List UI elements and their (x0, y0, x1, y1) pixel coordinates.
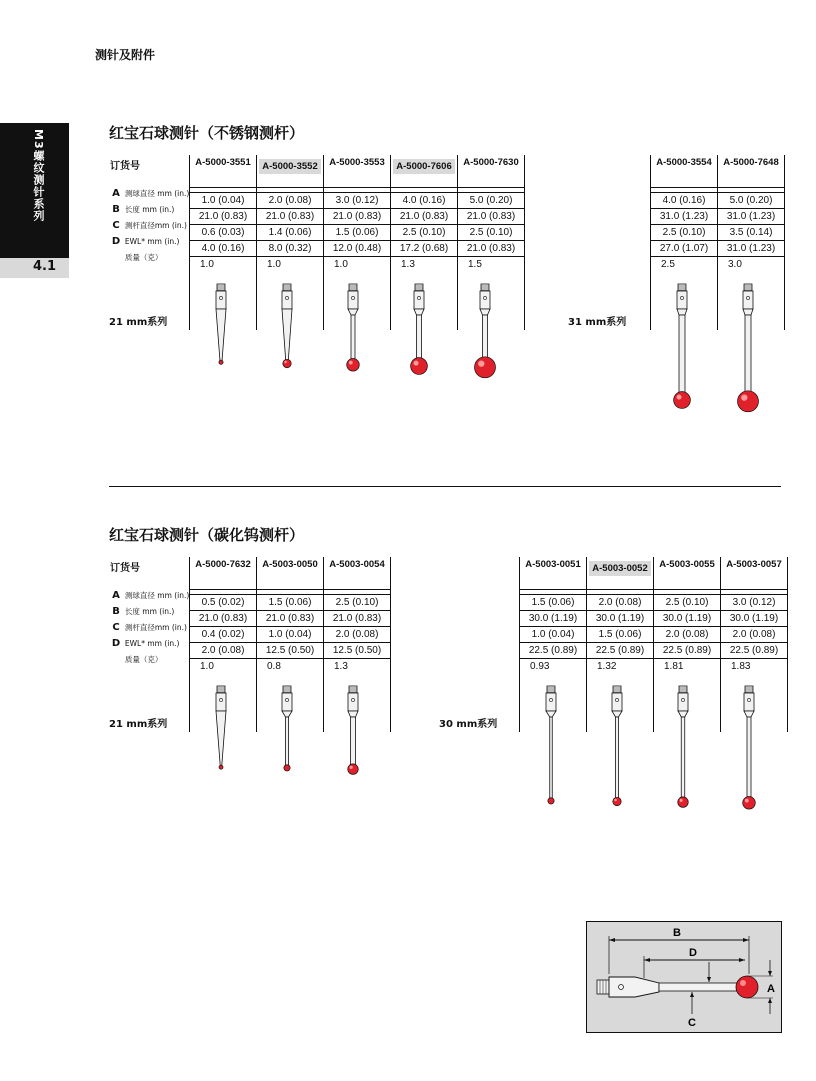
spec-d-value: 8.0 (0.32) (257, 241, 324, 257)
spec-c-value: 1.5 (0.06) (324, 225, 391, 241)
order-code: A-5003-0052 (587, 557, 654, 590)
spec-a-value: 2.0 (0.08) (587, 595, 654, 611)
mass-value: 3.0 (718, 257, 785, 273)
row-label: A 测球直径 mm (in.) (112, 590, 190, 601)
dimension-diagram (586, 921, 782, 1033)
order-code: A-5003-0057 (721, 557, 788, 590)
order-code: A-5003-0054 (324, 557, 391, 590)
page-header: 测针及附件 (95, 48, 156, 62)
spec-c-value: 3.5 (0.14) (718, 225, 785, 241)
section2-order-label: 订货号 (110, 563, 140, 574)
ruby-ball (411, 358, 428, 375)
spec-a-value: 3.0 (0.12) (324, 193, 391, 209)
section2-left-series: 21 mm系列 (109, 719, 168, 730)
ruby-ball (219, 360, 223, 364)
spec-a-value: 3.0 (0.12) (721, 595, 788, 611)
row-label: 质量（克） (124, 253, 163, 262)
spec-a-value: 2.5 (0.10) (654, 595, 721, 611)
dimension-diagram-drawing (587, 922, 781, 1032)
spec-a-value: 4.0 (0.16) (391, 193, 458, 209)
diagram-label-d: D (689, 947, 697, 959)
spec-a-value: 2.0 (0.08) (257, 193, 324, 209)
diagram-label-b: B (673, 927, 681, 939)
mass-value: 0.93 (520, 659, 587, 675)
ruby-ball (219, 765, 223, 769)
diagram-label-c: C (688, 1017, 696, 1029)
mass-value: 1.83 (721, 659, 788, 675)
spec-a-value: 1.5 (0.06) (520, 595, 587, 611)
spec-c-value: 2.0 (0.08) (324, 627, 391, 643)
stylus-drawing (282, 284, 292, 368)
row-label: C 测杆直径mm (in.) (112, 622, 187, 633)
row-label: D EWL* mm (in.) (111, 638, 180, 649)
order-code: A-5000-7630 (458, 155, 525, 188)
spec-b-value: 31.0 (1.23) (718, 209, 785, 225)
section1-left-probes (189, 270, 524, 385)
mass-value: 1.81 (654, 659, 721, 675)
mass-value: 1.0 (257, 257, 324, 273)
order-code: A-5000-7606 (391, 155, 458, 188)
spec-c-value: 1.0 (0.04) (520, 627, 587, 643)
mass-value: 2.5 (651, 257, 718, 273)
section2-title: 红宝石球测针（碳化钨测杆） (109, 526, 305, 544)
order-code: A-5003-0055 (654, 557, 721, 590)
ruby-ball (678, 797, 689, 808)
section1-order-label: 订货号 (110, 161, 140, 172)
spec-c-value: 2.5 (0.10) (651, 225, 718, 241)
spec-c-value: 2.0 (0.08) (654, 627, 721, 643)
order-code: A-5000-7648 (718, 155, 785, 188)
spec-a-value: 5.0 (0.20) (458, 193, 525, 209)
side-tab (0, 123, 69, 258)
mass-value: 1.0 (324, 257, 391, 273)
spec-c-value: 1.5 (0.06) (587, 627, 654, 643)
stylus-drawing (612, 686, 622, 806)
spec-b-value: 31.0 (1.23) (651, 209, 718, 225)
spec-b-value: 30.0 (1.19) (654, 611, 721, 627)
spec-d-value: 12.5 (0.50) (257, 643, 324, 659)
row-label: D EWL* mm (in.) (111, 236, 180, 247)
section2-right-series: 30 mm系列 (439, 719, 498, 730)
order-code: A-5000-3553 (324, 155, 391, 188)
spec-c-value: 0.4 (0.02) (190, 627, 257, 643)
ruby-ball (348, 764, 359, 775)
mass-value: 1.0 (190, 659, 257, 675)
spec-b-value: 21.0 (0.83) (190, 209, 257, 225)
spec-b-value: 30.0 (1.19) (721, 611, 788, 627)
ruby-ball (674, 392, 691, 409)
row-label: B 长度 mm (in.) (112, 204, 175, 215)
spec-b-value: 21.0 (0.83) (391, 209, 458, 225)
spec-b-value: 21.0 (0.83) (458, 209, 525, 225)
spec-a-value: 5.0 (0.20) (718, 193, 785, 209)
spec-b-value: 21.0 (0.83) (324, 209, 391, 225)
spec-d-value: 31.0 (1.23) (718, 241, 785, 257)
spec-b-value: 21.0 (0.83) (257, 611, 324, 627)
section1-title: 红宝石球测针（不锈钢测杆） (109, 124, 305, 142)
spec-b-value: 30.0 (1.19) (587, 611, 654, 627)
stylus-drawing (475, 284, 496, 378)
row-label: A 测球直径 mm (in.) (112, 188, 190, 199)
row-label: C 测杆直径mm (in.) (112, 220, 187, 231)
side-tab-number: 4.1 (33, 259, 57, 274)
section-divider (109, 486, 781, 487)
ruby-ball (738, 391, 759, 412)
section2-left-probes (189, 672, 389, 782)
spec-c-value: 2.5 (0.10) (391, 225, 458, 241)
section2-right-probes (519, 672, 784, 812)
spec-c-value: 2.0 (0.08) (721, 627, 788, 643)
stylus-drawing (674, 284, 691, 408)
spec-a-value: 2.5 (0.10) (324, 595, 391, 611)
spec-c-value: 2.5 (0.10) (458, 225, 525, 241)
section1-right-probes (650, 270, 784, 420)
ruby-ball (284, 765, 290, 771)
row-label: B 长度 mm (in.) (112, 606, 175, 617)
spec-a-value: 1.5 (0.06) (257, 595, 324, 611)
stylus-drawing (738, 284, 759, 412)
spec-b-value: 30.0 (1.19) (520, 611, 587, 627)
mass-value: 1.3 (324, 659, 391, 675)
spec-d-value: 22.5 (0.89) (587, 643, 654, 659)
spec-b-value: 21.0 (0.83) (324, 611, 391, 627)
ruby-ball (283, 359, 291, 367)
order-code: A-5000-3554 (651, 155, 718, 188)
mass-value: 0.8 (257, 659, 324, 675)
mass-value: 1.3 (391, 257, 458, 273)
stylus-drawing (216, 284, 226, 364)
spec-b-value: 21.0 (0.83) (257, 209, 324, 225)
order-code: A-5003-0050 (257, 557, 324, 590)
spec-d-value: 27.0 (1.07) (651, 241, 718, 257)
stylus-drawing (411, 284, 428, 374)
spec-d-value: 12.0 (0.48) (324, 241, 391, 257)
spec-c-value: 1.4 (0.06) (257, 225, 324, 241)
stylus-drawing (678, 686, 689, 807)
mass-value: 1.5 (458, 257, 525, 273)
mass-value: 1.0 (190, 257, 257, 273)
spec-b-value: 21.0 (0.83) (190, 611, 257, 627)
diagram-label-a: A (767, 983, 775, 995)
side-tab-label: M3螺纹测针系列 (32, 129, 45, 222)
spec-d-value: 2.0 (0.08) (190, 643, 257, 659)
order-code: A-5000-7632 (190, 557, 257, 590)
order-code: A-5000-3552 (257, 155, 324, 188)
ruby-ball (475, 357, 496, 378)
spec-d-value: 22.5 (0.89) (721, 643, 788, 659)
spec-a-value: 1.0 (0.04) (190, 193, 257, 209)
spec-d-value: 12.5 (0.50) (324, 643, 391, 659)
stylus-drawing (216, 686, 226, 769)
stylus-drawing (743, 686, 756, 809)
spec-d-value: 22.5 (0.89) (520, 643, 587, 659)
section1-left-series: 21 mm系列 (109, 317, 168, 328)
stylus-drawing (546, 686, 556, 804)
spec-d-value: 4.0 (0.16) (190, 241, 257, 257)
spec-a-value: 0.5 (0.02) (190, 595, 257, 611)
spec-d-value: 22.5 (0.89) (654, 643, 721, 659)
section1-right-series: 31 mm系列 (568, 317, 627, 328)
stylus-drawing (282, 686, 292, 771)
spec-a-value: 4.0 (0.16) (651, 193, 718, 209)
spec-c-value: 1.0 (0.04) (257, 627, 324, 643)
stylus-drawing (347, 284, 360, 371)
spec-d-value: 21.0 (0.83) (458, 241, 525, 257)
stylus-drawing (348, 686, 359, 774)
ruby-ball (613, 797, 621, 805)
spec-d-value: 17.2 (0.68) (391, 241, 458, 257)
side-tab-number-box (0, 258, 69, 278)
spec-c-value: 0.6 (0.03) (190, 225, 257, 241)
ruby-ball (347, 358, 360, 371)
order-code: A-5003-0051 (520, 557, 587, 590)
order-code: A-5000-3551 (190, 155, 257, 188)
row-label: 质量（克） (124, 655, 163, 664)
mass-value: 1.32 (587, 659, 654, 675)
ruby-ball (743, 796, 756, 809)
ruby-ball (548, 798, 554, 804)
